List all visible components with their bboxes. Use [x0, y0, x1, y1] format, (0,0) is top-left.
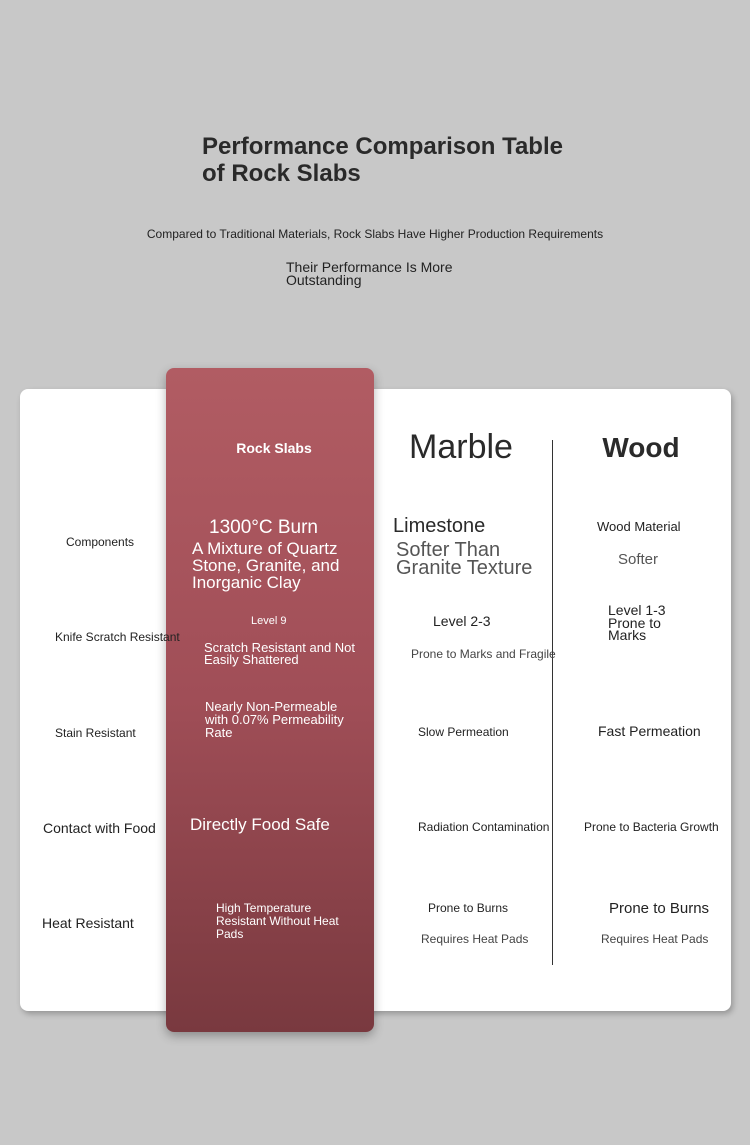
page-title: Performance Comparison Table of Rock Slabs [202, 133, 563, 187]
column-divider [552, 440, 553, 965]
rock-stain: Nearly Non-Permeable with 0.07% Permeability Rate [205, 699, 344, 740]
row-label-food: Contact with Food [43, 820, 156, 836]
marble-food: Radiation Contamination [418, 820, 550, 834]
row-label-heat: Heat Resistant [42, 915, 134, 931]
row-label-components: Components [66, 535, 135, 549]
marble-scratch-level: Level 2-3 [433, 613, 491, 629]
wood-food: Prone to Bacteria Growth [584, 820, 719, 834]
marble-heat-burns: Prone to Burns [428, 901, 509, 915]
wood-heat-pads: Requires Heat Pads [601, 932, 709, 946]
marble-stain: Slow Permeation [418, 725, 509, 739]
rock-components-mixture: A Mixture of Quartz Stone, Granite, and Inorganic Clay [192, 539, 340, 592]
marble-heat-pads: Requires Heat Pads [421, 932, 529, 946]
wood-stain: Fast Permeation [598, 723, 701, 739]
marble-components-limestone: Limestone [393, 515, 486, 537]
wood-heat-burns: Prone to Burns [609, 900, 710, 917]
column-header-marble: Marble [409, 428, 513, 466]
wood-scratch: Level 1-3 Prone to Marks [608, 602, 666, 643]
column-header-wood: Wood [602, 432, 680, 463]
rock-scratch-desc: Scratch Resistant and Not Easily Shattered [204, 640, 356, 667]
column-header-rock-slabs: Rock Slabs [236, 440, 312, 456]
row-label-stain: Stain Resistant [55, 726, 136, 740]
wood-components-softer: Softer [618, 551, 659, 568]
row-label-scratch: Knife Scratch Resistant [55, 630, 180, 644]
rock-scratch-level: Level 9 [251, 615, 287, 627]
marble-scratch-desc: Prone to Marks and Fragile [411, 647, 556, 661]
rock-food: Directly Food Safe [190, 815, 330, 834]
wood-components-material: Wood Material [597, 519, 681, 534]
rock-components-burn: 1300°C Burn [209, 517, 318, 538]
rock-heat: High Temperature Resistant Without Heat Pads [216, 901, 339, 941]
page-subtitle-secondary: Their Performance Is More Outstanding [286, 259, 453, 288]
page-subtitle: Compared to Traditional Materials, Rock Slabs Have Higher Production Requirements [146, 227, 604, 241]
marble-components-texture: Softer Than Granite Texture [396, 539, 533, 579]
